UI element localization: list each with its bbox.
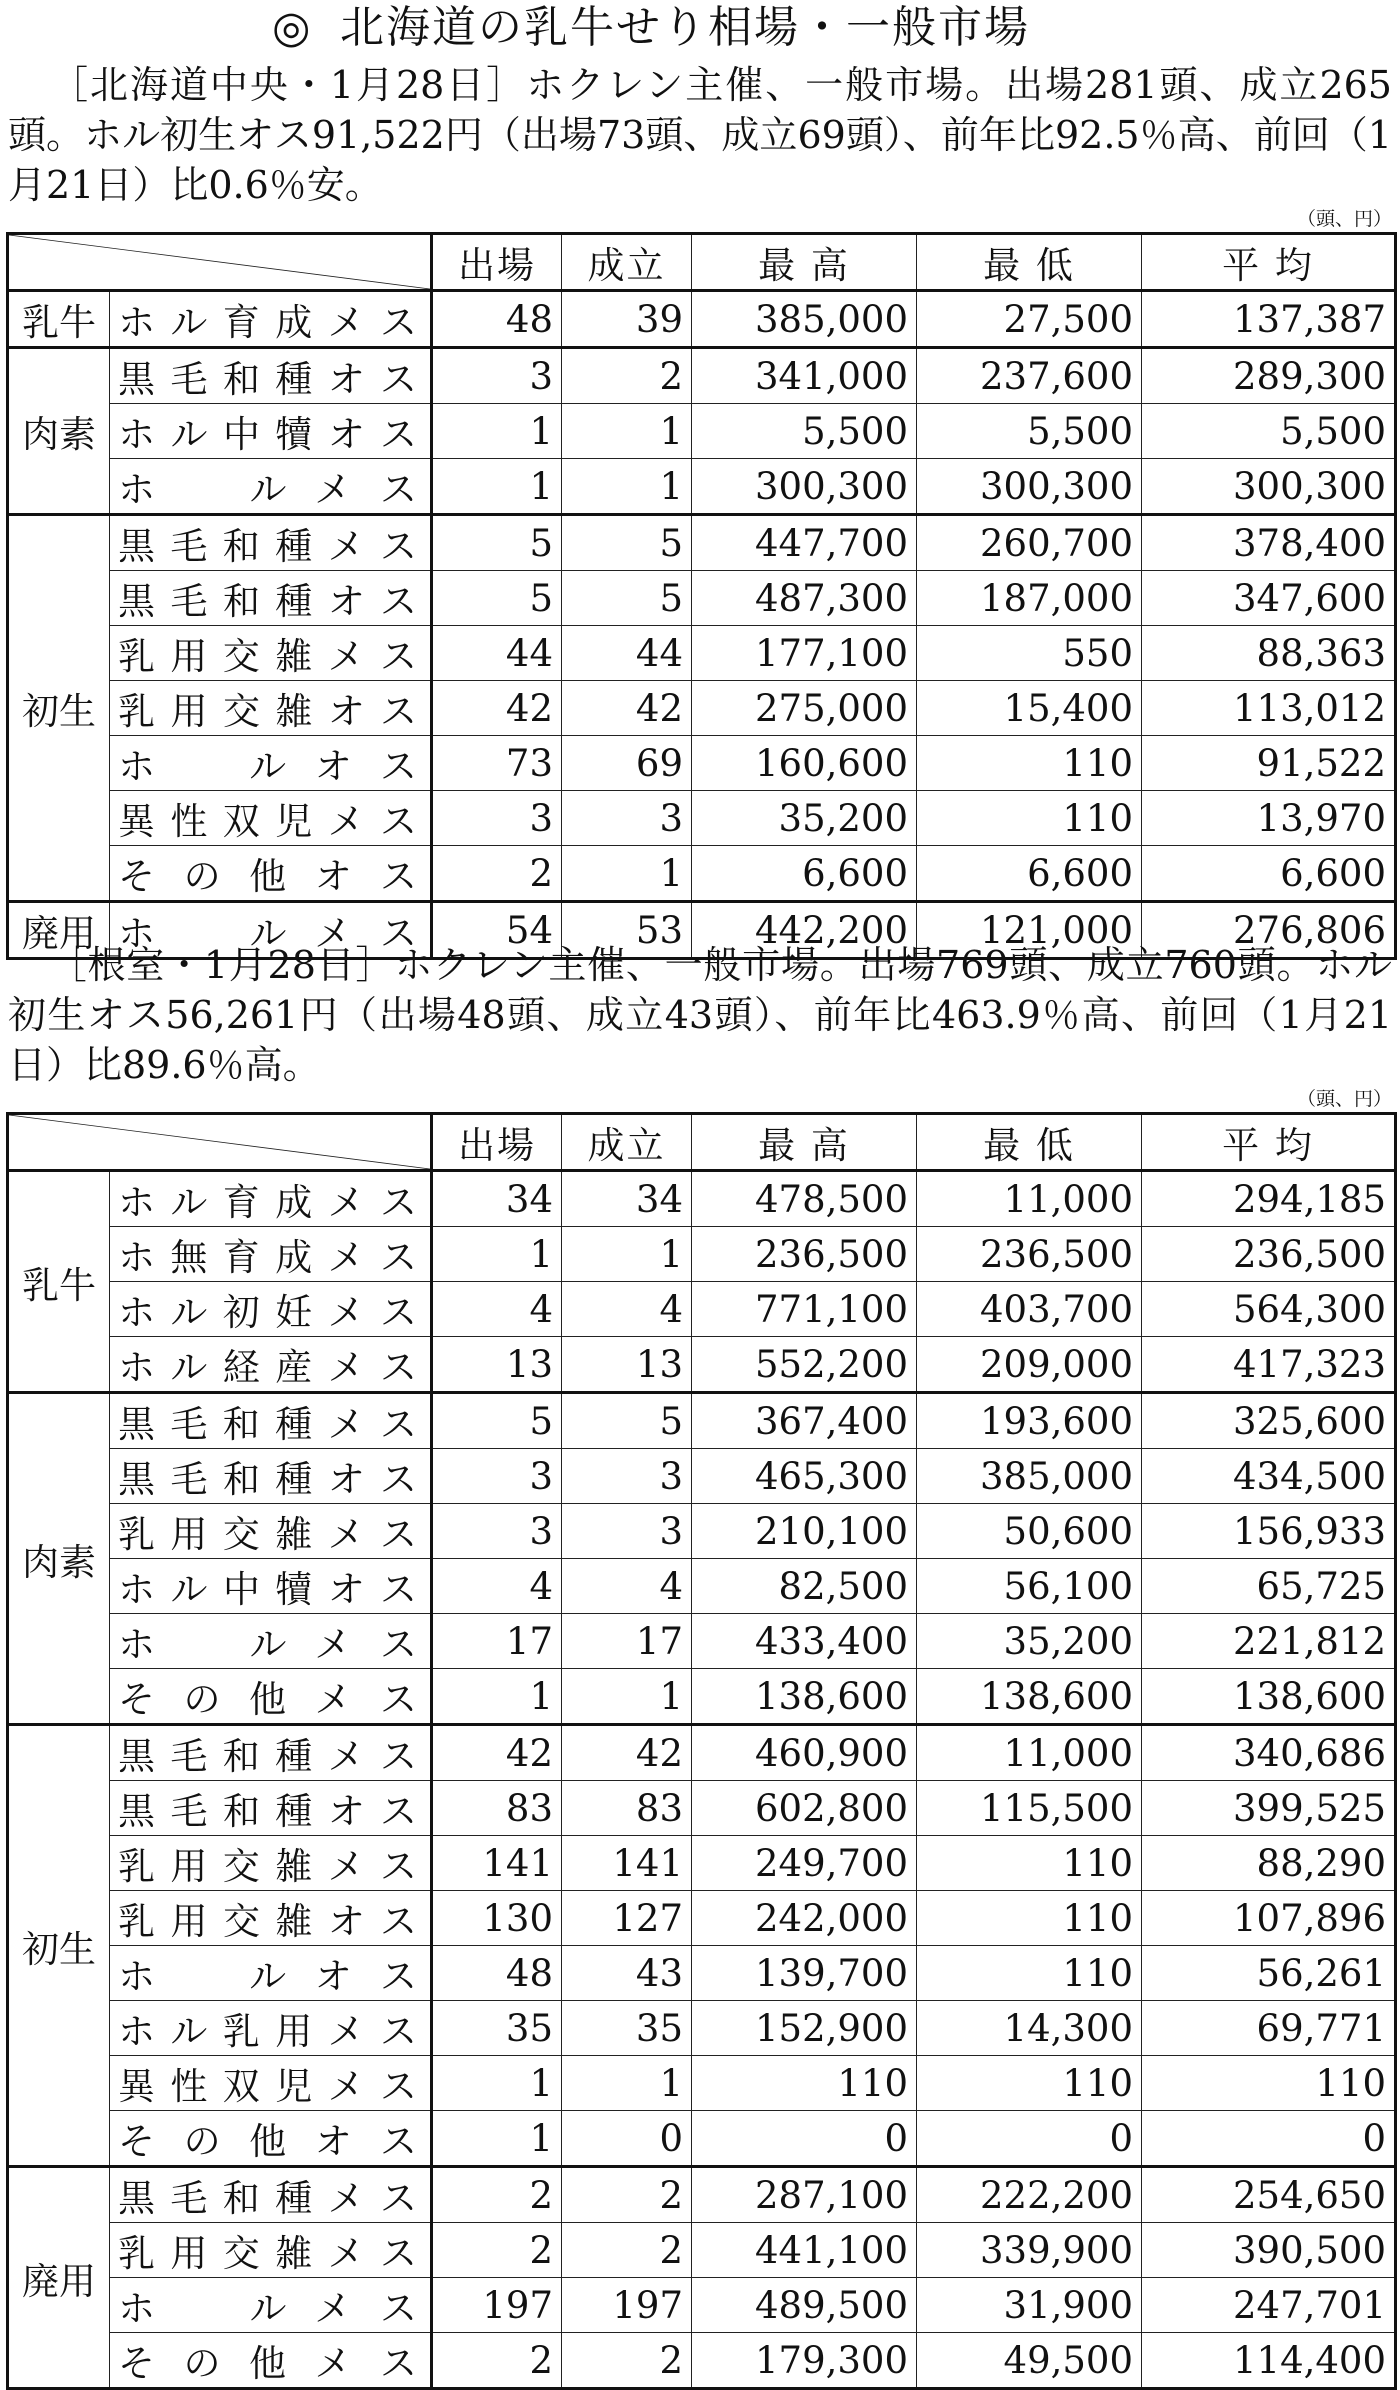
value-cell: 221,812 — [1142, 1614, 1396, 1669]
value-cell: 249,700 — [692, 1836, 917, 1891]
value-cell: 2 — [562, 2167, 692, 2223]
table-row — [8, 1227, 1396, 1282]
value-cell: 83 — [432, 1781, 562, 1836]
value-cell: 442,200 — [692, 902, 917, 959]
breed-type-cell: その他オス — [110, 2111, 432, 2167]
value-cell: 276,806 — [1142, 902, 1396, 959]
table-row — [8, 1559, 1396, 1614]
value-cell: 287,100 — [692, 2167, 917, 2223]
value-cell: 56,100 — [917, 1559, 1142, 1614]
breed-type-cell: ホ ルメス — [110, 902, 432, 959]
table-row — [8, 1282, 1396, 1337]
value-cell: 294,185 — [1142, 1171, 1396, 1227]
breed-type-cell: その他メス — [110, 2333, 432, 2389]
column-header: 最 低 — [917, 1114, 1142, 1171]
value-cell: 54 — [432, 902, 562, 959]
table-row — [8, 2278, 1396, 2333]
table-row — [8, 1171, 1396, 1227]
value-cell: 138,600 — [1142, 1669, 1396, 1725]
value-cell: 1 — [432, 459, 562, 515]
table-row — [8, 1337, 1396, 1393]
group-label: 初生 — [8, 1725, 110, 2167]
breed-type-cell: 乳用交雑メス — [110, 1836, 432, 1891]
value-cell: 82,500 — [692, 1559, 917, 1614]
value-cell: 5 — [562, 515, 692, 571]
value-cell: 550 — [917, 626, 1142, 681]
value-cell: 179,300 — [692, 2333, 917, 2389]
value-cell: 2 — [562, 2223, 692, 2278]
breed-type-cell: 黒毛和種オス — [110, 1781, 432, 1836]
value-cell: 385,000 — [692, 291, 917, 348]
value-cell: 434,500 — [1142, 1449, 1396, 1504]
section-2-paragraph: ［根室・1月28日］ホクレン主催、一般市場。出場769頭、成立760頭。ホル初生オス56,261円（出場48頭、成立43頭）、前年比463.9％高、前回（1月21日）比89.6％高。 — [8, 943, 1392, 1087]
value-cell: 53 — [562, 902, 692, 959]
breed-type-cell: 異性双児メス — [110, 2056, 432, 2111]
value-cell: 460,900 — [692, 1725, 917, 1781]
breed-type-cell: ホ ルメス — [110, 459, 432, 515]
table-row — [8, 2333, 1396, 2389]
group-label: 初生 — [8, 515, 110, 902]
breed-type-cell: ホル中犢オス — [110, 1559, 432, 1614]
value-cell: 3 — [562, 791, 692, 846]
value-cell: 27,500 — [917, 291, 1142, 348]
group-label: 肉素 — [8, 348, 110, 515]
value-cell: 88,290 — [1142, 1836, 1396, 1891]
double-circle-icon: ◎ — [272, 2, 313, 53]
value-cell: 88,363 — [1142, 626, 1396, 681]
value-cell: 465,300 — [692, 1449, 917, 1504]
value-cell: 197 — [562, 2278, 692, 2333]
column-header: 最 高 — [692, 1114, 917, 1171]
value-cell: 378,400 — [1142, 515, 1396, 571]
value-cell: 209,000 — [917, 1337, 1142, 1393]
value-cell: 115,500 — [917, 1781, 1142, 1836]
value-cell: 1 — [562, 459, 692, 515]
value-cell: 300,300 — [692, 459, 917, 515]
value-cell: 564,300 — [1142, 1282, 1396, 1337]
table-row — [8, 846, 1396, 902]
value-cell: 4 — [562, 1559, 692, 1614]
value-cell: 222,200 — [917, 2167, 1142, 2223]
value-cell: 107,896 — [1142, 1891, 1396, 1946]
value-cell: 433,400 — [692, 1614, 917, 1669]
value-cell: 65,725 — [1142, 1559, 1396, 1614]
table-row — [8, 1891, 1396, 1946]
value-cell: 14,300 — [917, 2001, 1142, 2056]
breed-type-cell: ホ ルメス — [110, 2278, 432, 2333]
value-cell: 0 — [917, 2111, 1142, 2167]
value-cell: 403,700 — [917, 1282, 1142, 1337]
value-cell: 91,522 — [1142, 736, 1396, 791]
value-cell: 5 — [562, 1393, 692, 1449]
value-cell: 48 — [432, 291, 562, 348]
value-cell: 138,600 — [692, 1669, 917, 1725]
value-cell: 3 — [562, 1504, 692, 1559]
value-cell: 35,200 — [917, 1614, 1142, 1669]
value-cell: 254,650 — [1142, 2167, 1396, 2223]
value-cell: 300,300 — [917, 459, 1142, 515]
diagonal-corner-cell — [8, 1114, 432, 1171]
table-row — [8, 1781, 1396, 1836]
value-cell: 110 — [917, 1946, 1142, 2001]
value-cell: 340,686 — [1142, 1725, 1396, 1781]
table-row — [8, 348, 1396, 404]
value-cell: 5,500 — [1142, 404, 1396, 459]
column-header: 最 高 — [692, 234, 917, 291]
value-cell: 15,400 — [917, 681, 1142, 736]
value-cell: 1 — [562, 846, 692, 902]
value-cell: 5,500 — [917, 404, 1142, 459]
value-cell: 289,300 — [1142, 348, 1396, 404]
breed-type-cell: 黒毛和種オス — [110, 571, 432, 626]
value-cell: 139,700 — [692, 1946, 917, 2001]
value-cell: 187,000 — [917, 571, 1142, 626]
value-cell: 141 — [432, 1836, 562, 1891]
table-row — [8, 2056, 1396, 2111]
table-row — [8, 459, 1396, 515]
value-cell: 31,900 — [917, 2278, 1142, 2333]
value-cell: 34 — [432, 1171, 562, 1227]
value-cell: 6,600 — [692, 846, 917, 902]
value-cell: 1 — [432, 2056, 562, 2111]
table-row — [8, 1449, 1396, 1504]
value-cell: 35,200 — [692, 791, 917, 846]
column-header: 出場 — [432, 1114, 562, 1171]
value-cell: 447,700 — [692, 515, 917, 571]
breed-type-cell: その他メス — [110, 1669, 432, 1725]
value-cell: 3 — [432, 1504, 562, 1559]
value-cell: 1 — [432, 1669, 562, 1725]
value-cell: 5 — [432, 515, 562, 571]
value-cell: 1 — [432, 1227, 562, 1282]
value-cell: 130 — [432, 1891, 562, 1946]
value-cell: 13 — [432, 1337, 562, 1393]
value-cell: 110 — [917, 1836, 1142, 1891]
value-cell: 110 — [1142, 2056, 1396, 2111]
breed-type-cell: 黒毛和種メス — [110, 1393, 432, 1449]
value-cell: 1 — [432, 404, 562, 459]
value-cell: 236,500 — [1142, 1227, 1396, 1282]
value-cell: 73 — [432, 736, 562, 791]
value-cell: 4 — [562, 1282, 692, 1337]
column-header: 平 均 — [1142, 234, 1396, 291]
breed-type-cell: 乳用交雑メス — [110, 1504, 432, 1559]
breed-type-cell: ホル経産メス — [110, 1337, 432, 1393]
value-cell: 1 — [432, 2111, 562, 2167]
value-cell: 0 — [562, 2111, 692, 2167]
value-cell: 5,500 — [692, 404, 917, 459]
value-cell: 347,600 — [1142, 571, 1396, 626]
value-cell: 197 — [432, 2278, 562, 2333]
value-cell: 2 — [562, 348, 692, 404]
value-cell: 771,100 — [692, 1282, 917, 1337]
table-row — [8, 2223, 1396, 2278]
value-cell: 3 — [432, 791, 562, 846]
value-cell: 50,600 — [917, 1504, 1142, 1559]
value-cell: 0 — [1142, 2111, 1396, 2167]
table-row — [8, 404, 1396, 459]
table-row — [8, 1504, 1396, 1559]
breed-type-cell: 黒毛和種オス — [110, 348, 432, 404]
column-header: 成立 — [562, 1114, 692, 1171]
value-cell: 0 — [692, 2111, 917, 2167]
value-cell: 441,100 — [692, 2223, 917, 2278]
breed-type-cell: ホル中犢オス — [110, 404, 432, 459]
value-cell: 1 — [562, 2056, 692, 2111]
value-cell: 602,800 — [692, 1781, 917, 1836]
value-cell: 11,000 — [917, 1725, 1142, 1781]
value-cell: 210,100 — [692, 1504, 917, 1559]
group-label: 廃用 — [8, 2167, 110, 2389]
value-cell: 4 — [432, 1559, 562, 1614]
value-cell: 1 — [562, 404, 692, 459]
table-row — [8, 681, 1396, 736]
value-cell: 3 — [432, 1449, 562, 1504]
table-row — [8, 1725, 1396, 1781]
value-cell: 247,701 — [1142, 2278, 1396, 2333]
value-cell: 385,000 — [917, 1449, 1142, 1504]
breed-type-cell: 黒毛和種メス — [110, 1725, 432, 1781]
value-cell: 399,525 — [1142, 1781, 1396, 1836]
breed-type-cell: 乳用交雑メス — [110, 2223, 432, 2278]
value-cell: 11,000 — [917, 1171, 1142, 1227]
value-cell: 237,600 — [917, 348, 1142, 404]
value-cell: 83 — [562, 1781, 692, 1836]
value-cell: 489,500 — [692, 2278, 917, 2333]
table-row — [8, 736, 1396, 791]
value-cell: 5 — [562, 571, 692, 626]
breed-type-cell: ホ ルオス — [110, 1946, 432, 2001]
breed-type-cell: ホ ルオス — [110, 736, 432, 791]
table-row — [8, 1836, 1396, 1891]
value-cell: 177,100 — [692, 626, 917, 681]
table-row — [8, 1393, 1396, 1449]
value-cell: 242,000 — [692, 1891, 917, 1946]
diagonal-corner-cell — [8, 234, 432, 291]
value-cell: 110 — [692, 2056, 917, 2111]
column-header: 成立 — [562, 234, 692, 291]
value-cell: 300,300 — [1142, 459, 1396, 515]
breed-type-cell: その他オス — [110, 846, 432, 902]
value-cell: 152,900 — [692, 2001, 917, 2056]
value-cell: 4 — [432, 1282, 562, 1337]
value-cell: 341,000 — [692, 348, 917, 404]
section-2-unit: （頭、円） — [1296, 1088, 1392, 1110]
value-cell: 69,771 — [1142, 2001, 1396, 2056]
page-title — [0, 0, 1400, 56]
value-cell: 1 — [562, 1669, 692, 1725]
breed-type-cell: ホル育成メス — [110, 291, 432, 348]
section-2-table — [6, 1112, 1397, 2390]
value-cell: 13,970 — [1142, 791, 1396, 846]
group-label: 廃用 — [8, 902, 110, 959]
column-header: 最 低 — [917, 234, 1142, 291]
value-cell: 42 — [432, 681, 562, 736]
value-cell: 121,000 — [917, 902, 1142, 959]
value-cell: 367,400 — [692, 1393, 917, 1449]
value-cell: 34 — [562, 1171, 692, 1227]
value-cell: 42 — [562, 681, 692, 736]
value-cell: 44 — [432, 626, 562, 681]
value-cell: 6,600 — [917, 846, 1142, 902]
breed-type-cell: 黒毛和種メス — [110, 515, 432, 571]
value-cell: 110 — [917, 791, 1142, 846]
value-cell: 56,261 — [1142, 1946, 1396, 2001]
header-row — [8, 1114, 1396, 1171]
table-row — [8, 515, 1396, 571]
table-row — [8, 626, 1396, 681]
value-cell: 42 — [432, 1725, 562, 1781]
value-cell: 390,500 — [1142, 2223, 1396, 2278]
value-cell: 236,500 — [917, 1227, 1142, 1282]
value-cell: 417,323 — [1142, 1337, 1396, 1393]
table-row — [8, 791, 1396, 846]
table-row — [8, 291, 1396, 348]
value-cell: 339,900 — [917, 2223, 1142, 2278]
value-cell: 110 — [917, 736, 1142, 791]
value-cell: 2 — [432, 846, 562, 902]
diagonal-line — [9, 235, 430, 289]
breed-type-cell: ホ無育成メス — [110, 1227, 432, 1282]
value-cell: 2 — [432, 2167, 562, 2223]
value-cell: 193,600 — [917, 1393, 1142, 1449]
title-text: 北海道の乳牛せり相場・一般市場 — [340, 2, 1030, 53]
value-cell: 487,300 — [692, 571, 917, 626]
breed-type-cell: 黒毛和種オス — [110, 1449, 432, 1504]
section-1-table — [6, 232, 1397, 960]
value-cell: 478,500 — [692, 1171, 917, 1227]
value-cell: 137,387 — [1142, 291, 1396, 348]
breed-type-cell: ホル初妊メス — [110, 1282, 432, 1337]
value-cell: 5 — [432, 1393, 562, 1449]
value-cell: 552,200 — [692, 1337, 917, 1393]
value-cell: 127 — [562, 1891, 692, 1946]
value-cell: 2 — [562, 2333, 692, 2389]
table-row — [8, 1614, 1396, 1669]
table-row — [8, 2167, 1396, 2223]
breed-type-cell: 黒毛和種メス — [110, 2167, 432, 2223]
value-cell: 17 — [432, 1614, 562, 1669]
value-cell: 110 — [917, 2056, 1142, 2111]
value-cell: 2 — [432, 2333, 562, 2389]
table-row — [8, 1946, 1396, 2001]
value-cell: 6,600 — [1142, 846, 1396, 902]
value-cell: 3 — [432, 348, 562, 404]
group-label: 乳牛 — [8, 291, 110, 348]
table-row — [8, 2001, 1396, 2056]
breed-type-cell: 異性双児メス — [110, 791, 432, 846]
breed-type-cell: 乳用交雑メス — [110, 626, 432, 681]
value-cell: 138,600 — [917, 1669, 1142, 1725]
value-cell: 141 — [562, 1836, 692, 1891]
value-cell: 2 — [432, 2223, 562, 2278]
value-cell: 35 — [432, 2001, 562, 2056]
breed-type-cell: ホル育成メス — [110, 1171, 432, 1227]
column-header: 平 均 — [1142, 1114, 1396, 1171]
table-row — [8, 571, 1396, 626]
value-cell: 49,500 — [917, 2333, 1142, 2389]
value-cell: 35 — [562, 2001, 692, 2056]
value-cell: 236,500 — [692, 1227, 917, 1282]
value-cell: 43 — [562, 1946, 692, 2001]
value-cell: 113,012 — [1142, 681, 1396, 736]
value-cell: 48 — [432, 1946, 562, 2001]
breed-type-cell: ホル乳用メス — [110, 2001, 432, 2056]
section-1-unit: （頭、円） — [1296, 208, 1392, 230]
diagonal-line — [9, 1115, 430, 1169]
value-cell: 275,000 — [692, 681, 917, 736]
breed-type-cell: 乳用交雑オス — [110, 681, 432, 736]
value-cell: 3 — [562, 1449, 692, 1504]
value-cell: 42 — [562, 1725, 692, 1781]
value-cell: 1 — [562, 1227, 692, 1282]
value-cell: 156,933 — [1142, 1504, 1396, 1559]
column-header: 出場 — [432, 234, 562, 291]
value-cell: 260,700 — [917, 515, 1142, 571]
value-cell: 13 — [562, 1337, 692, 1393]
value-cell: 5 — [432, 571, 562, 626]
section-1-paragraph: ［北海道中央・1月28日］ホクレン主催、一般市場。出場281頭、成立265頭。ホル初生オス91,522円（出場73頭、成立69頭）、前年比92.5％高、前回（1月21日）比0.6％安。 — [8, 63, 1392, 207]
group-label: 肉素 — [8, 1393, 110, 1725]
value-cell: 160,600 — [692, 736, 917, 791]
value-cell: 39 — [562, 291, 692, 348]
table-row — [8, 1669, 1396, 1725]
breed-type-cell: 乳用交雑オス — [110, 1891, 432, 1946]
value-cell: 17 — [562, 1614, 692, 1669]
table-row — [8, 2111, 1396, 2167]
value-cell: 69 — [562, 736, 692, 791]
breed-type-cell: ホ ルメス — [110, 1614, 432, 1669]
value-cell: 325,600 — [1142, 1393, 1396, 1449]
value-cell: 114,400 — [1142, 2333, 1396, 2389]
header-row — [8, 234, 1396, 291]
group-label: 乳牛 — [8, 1171, 110, 1393]
value-cell: 44 — [562, 626, 692, 681]
value-cell: 110 — [917, 1891, 1142, 1946]
